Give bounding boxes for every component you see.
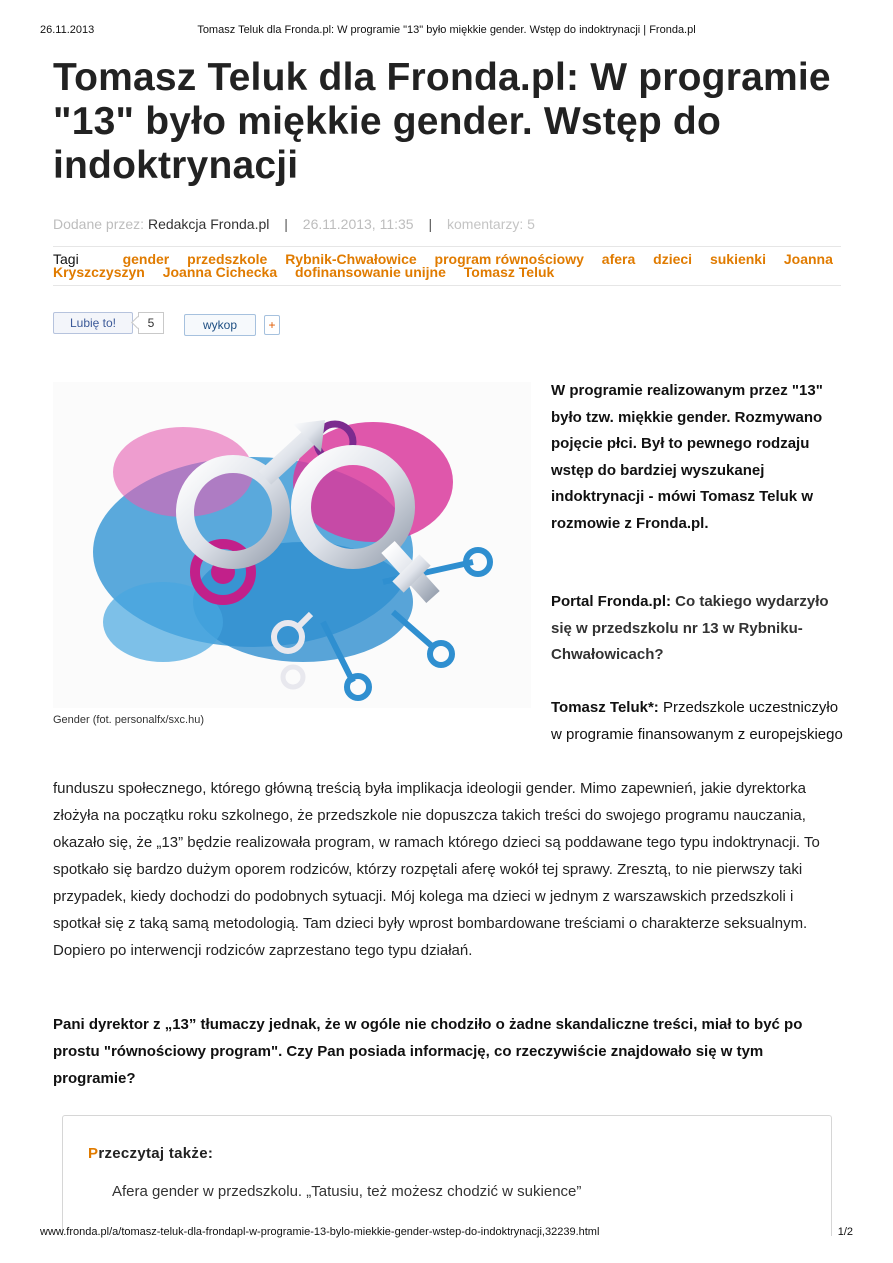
- meta-separator: |: [428, 216, 433, 232]
- interviewer-label: Portal Fronda.pl:: [551, 593, 671, 610]
- interviewee-label: Tomasz Teluk*:: [551, 699, 659, 716]
- tag-link[interactable]: sukienki: [709, 251, 766, 267]
- answer-1-continued: funduszu społecznego, którego główną treścią była implikacja ideologii gender. Mimo zapewnień, jakie dyrektorka złożyła na początku roku szkolnego, że przedszkole nie dopuszcza takich treści do swojego programu nauczania, okazało się, że „13” będzie realizowała program, w ramach którego dzieci są poddawane tego typu indoktrynacji. To spotkało się bardzo dużym oporem rodziców, którzy rozpętali aferę wokół tej sprawy. Zresztą, to nie pierwszy taki przypadek, kiedy dochodzi do podobnych sytuacji. Mój kolega ma dzieci w jednym z warszawskich przedszkoli i spotkał się z taką samą metodologią. Tam dzieci były wprost bombardowane treściami o charakterze seksualnym. Dopiero po interwencji rodziców zaprzestano tego typu działań.: [53, 780, 820, 959]
- article-meta: [53, 216, 841, 236]
- tags-bar: [53, 246, 841, 286]
- article-content: [53, 56, 841, 336]
- image-caption: Gender (fot. personalfx/sxc.hu): [53, 714, 205, 726]
- question-2: Pani dyrektor z „13” tłumaczy jednak, że w ogóle nie chodziło o żadne skandaliczne treści, miał to być po prostu "równościowy program". Czy Pan posiada informację, co rzeczywiście znajdowało się w tym programie?: [53, 1016, 803, 1087]
- wykop-plus-button[interactable]: +: [264, 315, 280, 335]
- tag-link[interactable]: Joanna Kryszczyszyn: [53, 251, 833, 280]
- tag-link[interactable]: afera: [601, 251, 636, 267]
- page-number: 1/2: [837, 1226, 853, 1238]
- tag-link[interactable]: Rybnik-Chwałowice: [285, 251, 417, 267]
- print-url: www.fronda.pl/a/tomasz-teluk-dla-frondapl-w-programie-13-bylo-miekkie-gender-wstep-do-indoktrynacji,32239.html: [40, 1226, 600, 1238]
- tag-link[interactable]: program równościowy: [434, 251, 584, 267]
- question-1: [551, 589, 843, 669]
- print-footer: [40, 1226, 853, 1242]
- read-also-link[interactable]: Afera gender w przedszkolu. „Tatusiu, też możesz chodzić w sukience”: [112, 1183, 582, 1200]
- facebook-like-button[interactable]: Lubię to!: [53, 312, 133, 334]
- read-also-title: Przeczytaj także:: [88, 1145, 214, 1162]
- article-datetime: 26.11.2013, 11:35: [302, 216, 414, 232]
- read-also-box: [62, 1115, 832, 1236]
- meta-separator: |: [284, 216, 288, 232]
- social-buttons: [53, 312, 841, 336]
- answer-1-start: [551, 695, 843, 748]
- print-date: 26.11.2013: [40, 24, 95, 36]
- wykop-button[interactable]: wykop: [184, 314, 256, 336]
- tag-link[interactable]: przedszkole: [187, 251, 268, 267]
- author-link[interactable]: Redakcja Fronda.pl: [147, 216, 270, 232]
- tag-link[interactable]: dzieci: [653, 251, 693, 267]
- comments-link[interactable]: komentarzy: 5: [447, 216, 535, 232]
- tags-label: Tagi: [53, 251, 79, 267]
- print-header: [40, 24, 853, 40]
- tag-link[interactable]: Joanna Cichecka: [162, 264, 278, 280]
- gender-symbols-illustration: [53, 382, 531, 708]
- article-lead: W programie realizowanym przez "13" było tzw. miękkie gender. Rozmywano pojęcie płci. Był to pewnego rodzaju wstęp do bardziej wyszukanej indoktrynacji - mówi Tomasz Teluk w rozmowie z Fronda.pl.: [551, 382, 823, 532]
- question-1-text: Co takiego wydarzyło się w przedszkolu nr 13 w Rybniku-Chwałowicach?: [551, 593, 829, 663]
- answer-1-start-text: Przedszkole uczestniczyło w programie finansowanym z europejskiego: [551, 699, 843, 743]
- like-count: 5: [138, 312, 164, 334]
- tag-link[interactable]: Tomasz Teluk: [463, 264, 555, 280]
- added-by-label: Dodane przez:: [53, 216, 145, 232]
- article-image: [53, 382, 531, 708]
- tag-link[interactable]: dofinansowanie unijne: [295, 264, 446, 280]
- print-page-title: Tomasz Teluk dla Fronda.pl: W programie "13" było miękkie gender. Wstęp do indoktrynacji | Fronda.pl: [197, 24, 696, 36]
- article-title: Tomasz Teluk dla Fronda.pl: W programie "13" było miękkie gender. Wstęp do indoktrynacji: [53, 56, 831, 187]
- tag-link[interactable]: gender: [122, 251, 170, 267]
